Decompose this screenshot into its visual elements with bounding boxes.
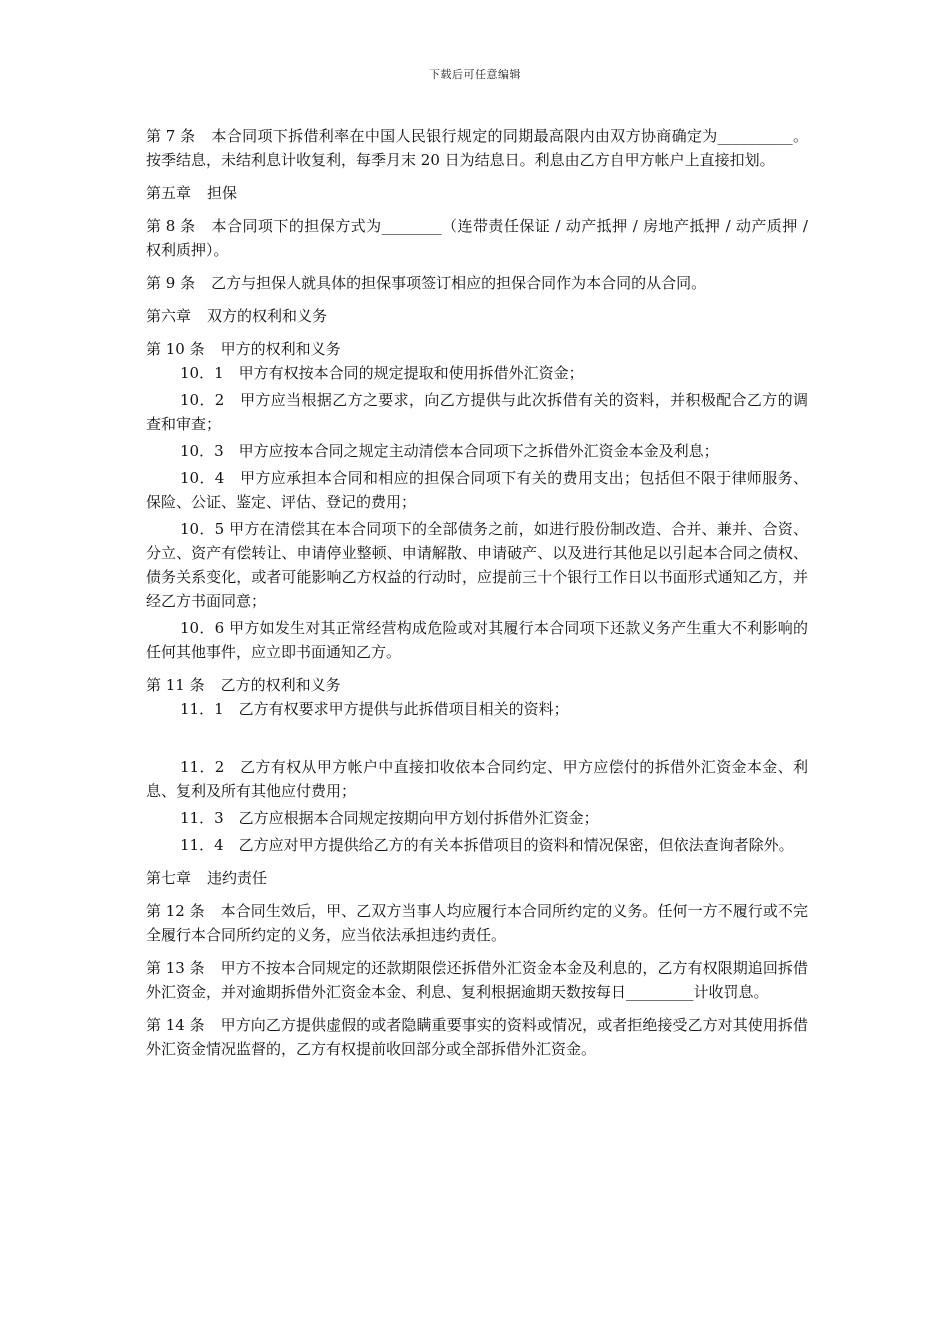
chapter-title: 双方的权利和义务: [207, 307, 328, 325]
article-14: [146, 1013, 808, 1061]
clause-10-5: 10．5 甲方在清偿其在本合同项下的全部债务之前，如进行股份制改造、合并、兼并、合资、分立、资产有偿转让、申请停业整顿、申请解散、申请破产、以及进行其他足以引起本合同之债权、债务关系变化，或者可能影响乙方权益的行动时，应提前三十个银行工作日以书面形式通知乙方，并经乙方书面同意；: [146, 520, 808, 610]
article-label: 第 7 条: [146, 127, 196, 145]
article-text: 甲方向乙方提供虚假的或者隐瞒重要事实的资料或情况，或者拒绝接受乙方对其使用拆借外汇资金情况监督的，乙方有权提前收回部分或全部拆借外汇资金。: [146, 1016, 808, 1058]
chapter-label: 第七章: [146, 869, 192, 887]
chapter-label: 第六章: [146, 307, 192, 325]
clause-10-6: 10．6 甲方如发生对其正常经营构成危险或对其履行本合同项下还款义务产生重大不利影响的任何其他事件，应立即书面通知乙方。: [146, 619, 808, 661]
article-label: 第 12 条: [146, 902, 205, 920]
article-text: 甲方的权利和义务: [220, 340, 341, 358]
chapter-title: 担保: [207, 184, 238, 202]
article-8: [146, 214, 808, 262]
clause-10-2: 10．2 甲方应当根据乙方之要求，向乙方提供与此次拆借有关的资料，并积极配合乙方的调查和审查；: [146, 391, 808, 433]
chapter-5-heading: [146, 181, 808, 205]
chapter-title: 违约责任: [207, 869, 268, 887]
clause-11-1: 11．1 乙方有权要求甲方提供与此拆借项目相关的资料；: [180, 700, 569, 718]
article-text: 本合同项下的担保方式为________（连带责任保证 / 动产抵押 / 房地产抵押 / 动产质押 / 权利质押）。: [146, 217, 808, 259]
article-label: 第 10 条: [146, 340, 205, 358]
chapter-label: 第五章: [146, 184, 192, 202]
article-text: 甲方不按本合同规定的还款期限偿还拆借外汇资金本金及利息的，乙方有权限期追回拆借外汇资金，并对逾期拆借外汇资金本金、利息、复利根据逾期天数按每日_________计收罚息。: [146, 959, 808, 1001]
article-10: [146, 337, 808, 361]
article-13: [146, 956, 808, 1004]
article-11: [146, 673, 808, 697]
article-7: [146, 124, 808, 172]
article-text: 本合同项下拆借利率在中国人民银行规定的同期最高限内由双方协商确定为__________。按季结息，未结利息计收复利，每季月末 20 日为结息日。利息由乙方自甲方帐户上直接扣划。: [146, 127, 808, 169]
article-12: [146, 899, 808, 947]
article-label: 第 8 条: [146, 217, 196, 235]
article-label: 第 14 条: [146, 1016, 205, 1034]
chapter-7-heading: [146, 866, 808, 890]
article-text: 乙方与担保人就具体的担保事项签订相应的担保合同作为本合同的从合同。: [211, 274, 707, 292]
chapter-6-heading: [146, 304, 808, 328]
article-label: 第 11 条: [146, 676, 205, 694]
clause-10-1: 10．1 甲方有权按本合同的规定提取和使用拆借外汇资金；: [180, 364, 584, 382]
clause-10-3: 10．3 甲方应按本合同之规定主动清偿本合同项下之拆借外汇资金本金及利息；: [180, 442, 719, 460]
clause-10-4: 10．4 甲方应承担本合同和相应的担保合同项下有关的费用支出；包括但不限于律师服务、保险、公证、鉴定、评估、登记的费用；: [146, 469, 808, 511]
clause-11-4: 11．4 乙方应对甲方提供给乙方的有关本拆借项目的资料和情况保密，但依法查询者除外。: [180, 836, 794, 854]
article-label: 第 13 条: [146, 959, 205, 977]
contract-body: [146, 124, 808, 1061]
article-text: 本合同生效后，甲、乙双方当事人均应履行本合同所约定的义务。任何一方不履行或不完全履行本合同所约定的义务，应当依法承担违约责任。: [146, 902, 808, 944]
article-text: 乙方的权利和义务: [220, 676, 341, 694]
article-9: [146, 271, 808, 295]
clause-11-3: 11．3 乙方应根据本合同规定按期向甲方划付拆借外汇资金；: [180, 809, 599, 827]
page-header: 下载后可任意编辑: [429, 68, 521, 81]
article-label: 第 9 条: [146, 274, 196, 292]
clause-11-2: 11．2 乙方有权从甲方帐户中直接扣收依本合同约定、甲方应偿付的拆借外汇资金本金、利息、复利及所有其他应付费用；: [146, 758, 808, 800]
